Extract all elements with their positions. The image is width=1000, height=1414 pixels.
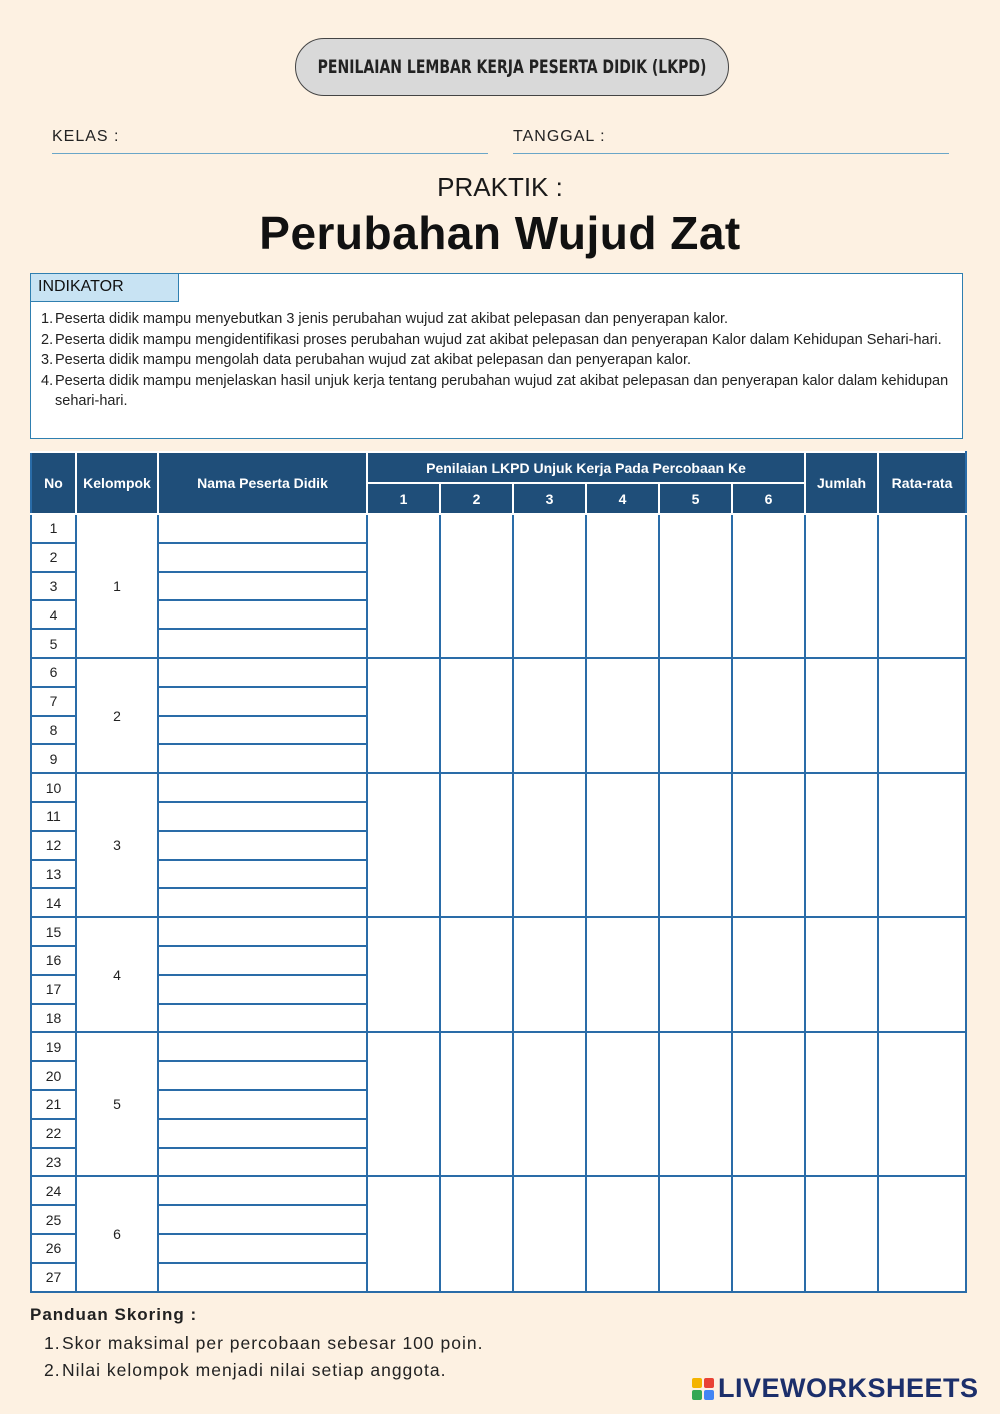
- nama-input-cell[interactable]: [158, 1205, 367, 1234]
- row-number: 27: [31, 1263, 76, 1292]
- nama-input-cell[interactable]: [158, 975, 367, 1004]
- header-rata-rata: Rata-rata: [878, 452, 966, 514]
- percobaan-3-score-cell[interactable]: [513, 773, 586, 917]
- nama-input-cell[interactable]: [158, 1090, 367, 1119]
- jumlah-cell[interactable]: [805, 1176, 878, 1291]
- indikator-item: [41, 330, 953, 351]
- row-number: 22: [31, 1119, 76, 1148]
- percobaan-2-score-cell[interactable]: [440, 514, 513, 658]
- nama-input-cell[interactable]: [158, 572, 367, 601]
- indikator-list: [41, 309, 953, 412]
- indikator-item: [41, 350, 953, 371]
- nama-input-cell[interactable]: [158, 600, 367, 629]
- nama-input-cell[interactable]: [158, 1032, 367, 1061]
- header-nama: Nama Peserta Didik: [158, 452, 367, 514]
- percobaan-3-score-cell[interactable]: [513, 1176, 586, 1291]
- jumlah-cell[interactable]: [805, 917, 878, 1032]
- table-row: [31, 658, 966, 687]
- main-title: Perubahan Wujud Zat: [259, 207, 741, 259]
- percobaan-3-score-cell[interactable]: [513, 917, 586, 1032]
- nama-input-cell[interactable]: [158, 514, 367, 543]
- percobaan-5-score-cell[interactable]: [659, 917, 732, 1032]
- indikator-item-number: 4.: [41, 372, 54, 389]
- nama-input-cell[interactable]: [158, 1061, 367, 1090]
- header-jumlah: Jumlah: [805, 452, 878, 514]
- rata-rata-cell[interactable]: [878, 1176, 966, 1291]
- nama-input-cell[interactable]: [158, 888, 367, 917]
- logo-block: [692, 1378, 702, 1388]
- row-number: 5: [31, 629, 76, 658]
- row-number: 11: [31, 802, 76, 831]
- page-title-text: PENILAIAN LEMBAR KERJA PESERTA DIDIK (LKPD): [317, 56, 707, 78]
- logo-block: [704, 1378, 714, 1388]
- percobaan-4-score-cell[interactable]: [586, 917, 659, 1032]
- percobaan-5-score-cell[interactable]: [659, 658, 732, 773]
- row-number: 16: [31, 946, 76, 975]
- row-number: 18: [31, 1004, 76, 1033]
- table-row: [31, 514, 966, 543]
- row-number: 10: [31, 773, 76, 802]
- percobaan-1-score-cell[interactable]: [367, 514, 440, 658]
- table-body: [31, 514, 966, 1292]
- rata-rata-cell[interactable]: [878, 514, 966, 658]
- nama-input-cell[interactable]: [158, 1176, 367, 1205]
- panduan-item-number: 2.: [44, 1360, 61, 1380]
- percobaan-3-score-cell[interactable]: [513, 658, 586, 773]
- rata-rata-cell[interactable]: [878, 917, 966, 1032]
- header-penilaian: Penilaian LKPD Unjuk Kerja Pada Percobaan Ke: [367, 452, 805, 483]
- row-number: 20: [31, 1061, 76, 1090]
- percobaan-1-score-cell[interactable]: [367, 1176, 440, 1291]
- table-row: [31, 917, 966, 946]
- row-number: 1: [31, 514, 76, 543]
- nama-input-cell[interactable]: [158, 860, 367, 889]
- kelas-field[interactable]: [52, 128, 488, 154]
- percobaan-4-score-cell[interactable]: [586, 514, 659, 658]
- nama-input-cell[interactable]: [158, 917, 367, 946]
- row-number: 14: [31, 888, 76, 917]
- row-number: 2: [31, 543, 76, 572]
- panduan-item: [44, 1330, 483, 1357]
- row-number: 6: [31, 658, 76, 687]
- row-number: 9: [31, 744, 76, 773]
- rata-rata-cell[interactable]: [878, 1032, 966, 1176]
- logo-blocks-icon: [692, 1378, 714, 1400]
- percobaan-6-score-cell[interactable]: [732, 1032, 805, 1176]
- indikator-item: [41, 309, 953, 330]
- row-number: 7: [31, 687, 76, 716]
- row-number: 4: [31, 600, 76, 629]
- row-number: 15: [31, 917, 76, 946]
- panduan-item-text: Skor maksimal per percobaan sebesar 100 poin.: [62, 1333, 484, 1353]
- percobaan-6-score-cell[interactable]: [732, 1176, 805, 1291]
- row-number: 8: [31, 716, 76, 745]
- percobaan-2-score-cell[interactable]: [440, 1176, 513, 1291]
- tanggal-field[interactable]: [513, 128, 949, 154]
- row-number: 24: [31, 1176, 76, 1205]
- percobaan-4-score-cell[interactable]: [586, 1176, 659, 1291]
- percobaan-1-score-cell[interactable]: [367, 658, 440, 773]
- row-number: 17: [31, 975, 76, 1004]
- jumlah-cell[interactable]: [805, 658, 878, 773]
- percobaan-2-score-cell[interactable]: [440, 773, 513, 917]
- header-percobaan-3: 3: [513, 483, 586, 514]
- jumlah-cell[interactable]: [805, 1032, 878, 1176]
- indikator-item-number: 2.: [41, 331, 54, 348]
- indikator-item-number: 3.: [41, 352, 54, 368]
- percobaan-6-score-cell[interactable]: [732, 917, 805, 1032]
- logo-block: [704, 1390, 714, 1400]
- header-kelompok: Kelompok: [76, 452, 158, 514]
- header-no: No: [31, 452, 76, 514]
- row-number: 3: [31, 572, 76, 601]
- nama-input-cell[interactable]: [158, 1119, 367, 1148]
- indikator-item-number: 1.: [41, 311, 54, 327]
- indikator-item-text: Peserta didik mampu mengolah data perubahan wujud zat akibat pelepasan dan penyerapan kalor.: [55, 352, 692, 368]
- percobaan-4-score-cell[interactable]: [586, 658, 659, 773]
- indikator-label: INDIKATOR: [31, 274, 179, 302]
- nama-input-cell[interactable]: [158, 802, 367, 831]
- nama-input-cell[interactable]: [158, 1004, 367, 1033]
- header-percobaan-2: 2: [440, 483, 513, 514]
- nama-input-cell[interactable]: [158, 773, 367, 802]
- row-number: 25: [31, 1205, 76, 1234]
- percobaan-3-score-cell[interactable]: [513, 514, 586, 658]
- indikator-item-text: Peserta didik mampu mengidentifikasi proses perubahan wujud zat akibat pelepasan dan penyerapan Kalor dalam Kehidupan Sehari-hari.: [55, 331, 942, 348]
- percobaan-6-score-cell[interactable]: [732, 773, 805, 917]
- row-number: 21: [31, 1090, 76, 1119]
- indikator-item-text: Peserta didik mampu menjelaskan hasil unjuk kerja tentang perubahan wujud zat akibat pelepasan dan penyerapan kalor dalam kehidupan sehari-hari.: [55, 372, 949, 409]
- nama-input-cell[interactable]: [158, 1234, 367, 1263]
- assessment-table: [30, 451, 967, 1293]
- indikator-item-text: Peserta didik mampu menyebutkan 3 jenis perubahan wujud zat akibat pelepasan dan penyerapan kalor.: [55, 311, 729, 327]
- nama-input-cell[interactable]: [158, 658, 367, 687]
- row-number: 12: [31, 831, 76, 860]
- percobaan-2-score-cell[interactable]: [440, 658, 513, 773]
- percobaan-5-score-cell[interactable]: [659, 1032, 732, 1176]
- assessment-table-wrap: [30, 451, 965, 1291]
- nama-input-cell[interactable]: [158, 1148, 367, 1177]
- jumlah-cell[interactable]: [805, 773, 878, 917]
- kelompok-cell: 2: [76, 658, 158, 773]
- row-number: 13: [31, 860, 76, 889]
- percobaan-1-score-cell[interactable]: [367, 773, 440, 917]
- percobaan-1-score-cell[interactable]: [367, 1032, 440, 1176]
- table-row: [31, 1176, 966, 1205]
- nama-input-cell[interactable]: [158, 744, 367, 773]
- header-percobaan-1: 1: [367, 483, 440, 514]
- nama-input-cell[interactable]: [158, 687, 367, 716]
- rata-rata-cell[interactable]: [878, 773, 966, 917]
- percobaan-4-score-cell[interactable]: [586, 773, 659, 917]
- kelompok-cell: 5: [76, 1032, 158, 1176]
- logo-text: LIVEWORKSHEETS: [718, 1373, 979, 1403]
- indikator-item: [41, 371, 953, 412]
- percobaan-5-score-cell[interactable]: [659, 514, 732, 658]
- kelompok-cell: 1: [76, 514, 158, 658]
- percobaan-6-score-cell[interactable]: [732, 658, 805, 773]
- panduan-item: [44, 1357, 483, 1384]
- percobaan-6-score-cell[interactable]: [732, 514, 805, 658]
- panduan-title: Panduan Skoring :: [30, 1305, 198, 1324]
- percobaan-2-score-cell[interactable]: [440, 1032, 513, 1176]
- panduan-item-text: Nilai kelompok menjadi nilai setiap anggota.: [62, 1360, 447, 1380]
- liveworksheets-logo: [692, 1373, 979, 1404]
- row-number: 26: [31, 1234, 76, 1263]
- nama-input-cell[interactable]: [158, 543, 367, 572]
- percobaan-2-score-cell[interactable]: [440, 917, 513, 1032]
- nama-input-cell[interactable]: [158, 716, 367, 745]
- table-row: [31, 1032, 966, 1061]
- nama-input-cell[interactable]: [158, 629, 367, 658]
- logo-block: [692, 1390, 702, 1400]
- tanggal-label: TANGGAL :: [513, 128, 606, 145]
- indikator-box: [30, 273, 963, 439]
- jumlah-cell[interactable]: [805, 514, 878, 658]
- percobaan-4-score-cell[interactable]: [586, 1032, 659, 1176]
- percobaan-3-score-cell[interactable]: [513, 1032, 586, 1176]
- percobaan-5-score-cell[interactable]: [659, 1176, 732, 1291]
- table-row: [31, 773, 966, 802]
- row-number: 23: [31, 1148, 76, 1177]
- header-percobaan-6: 6: [732, 483, 805, 514]
- percobaan-1-score-cell[interactable]: [367, 917, 440, 1032]
- nama-input-cell[interactable]: [158, 1263, 367, 1292]
- header-percobaan-4: 4: [586, 483, 659, 514]
- kelompok-cell: 3: [76, 773, 158, 917]
- kelompok-cell: 6: [76, 1176, 158, 1291]
- row-number: 19: [31, 1032, 76, 1061]
- page-title: [295, 38, 729, 96]
- panduan-item-number: 1.: [44, 1333, 61, 1353]
- kelompok-cell: 4: [76, 917, 158, 1032]
- nama-input-cell[interactable]: [158, 946, 367, 975]
- nama-input-cell[interactable]: [158, 831, 367, 860]
- kelas-label: KELAS :: [52, 128, 120, 145]
- praktik-subtitle: PRAKTIK :: [437, 172, 563, 202]
- percobaan-5-score-cell[interactable]: [659, 773, 732, 917]
- header-percobaan-5: 5: [659, 483, 732, 514]
- rata-rata-cell[interactable]: [878, 658, 966, 773]
- panduan-list: [44, 1330, 483, 1384]
